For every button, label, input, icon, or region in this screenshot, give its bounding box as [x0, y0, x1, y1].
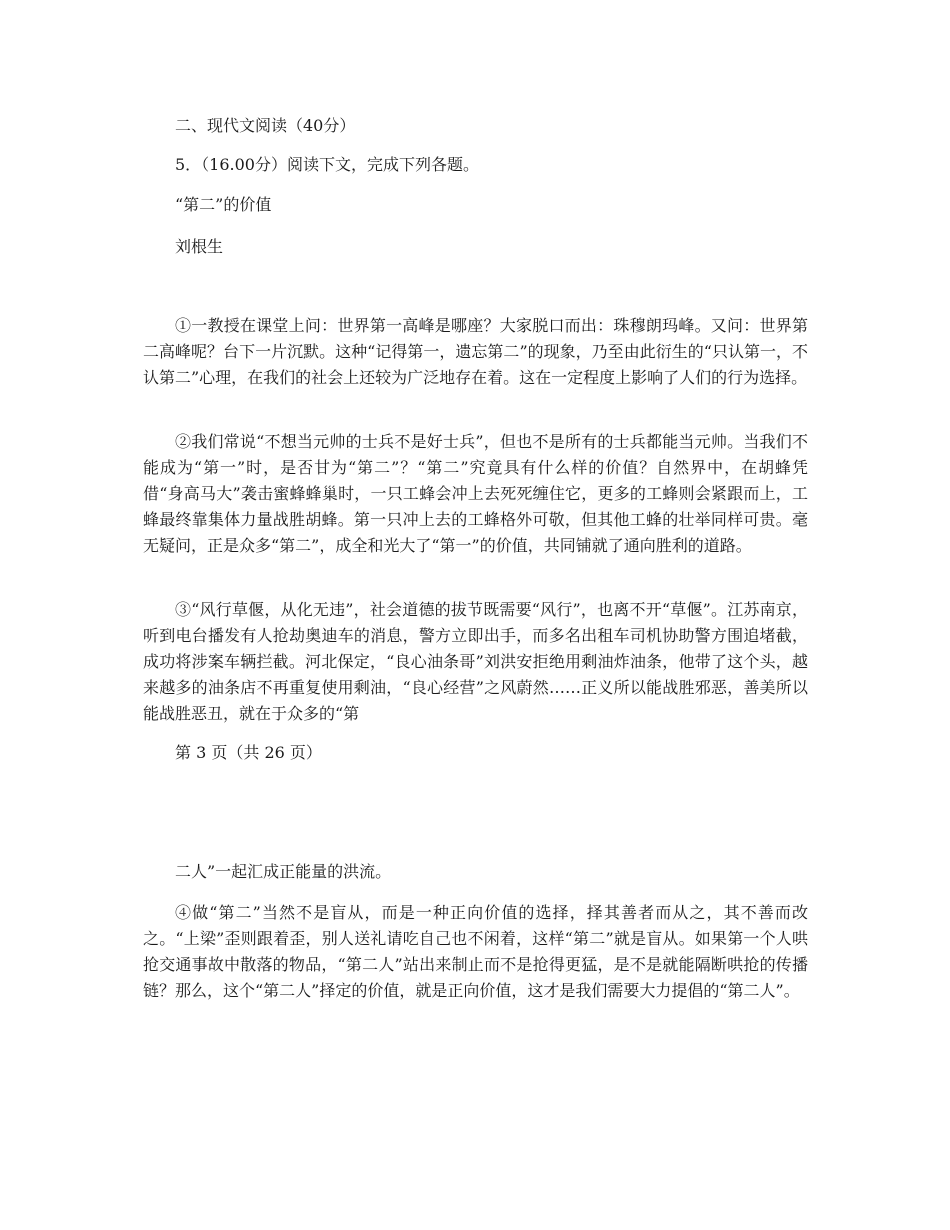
section-heading: 二、现代文阅读（40分）: [175, 116, 356, 135]
article-title: “第二”的价值: [175, 195, 272, 214]
paragraph-3-continuation: 二人”一起汇成正能量的洪流。: [175, 862, 392, 881]
paragraph-4: ④做“第二”当然不是盲从，而是一种正向价值的选择，择其善者而从之，其不善而改之。“上梁”歪则跟着歪，别人送礼请吃自己也不闲着，这样“第二”就是盲从。如果第一个人哄抢交通事故中散落的物品，“第二人”站出来制止而不是抢得更猛，是不是就能隔断哄抢的传播链？那么，这个“第二人”择定的价值，就是正向价值，这才是我们需要大力提倡的“第二人”。: [143, 903, 808, 1000]
paragraph-2: ②我们常说“不想当元帅的士兵不是好士兵”，但也不是所有的士兵都能当元帅。当我们不能成为“第一”时，是否甘为“第二”？“第二”究竟具有什么样的价值？自然界中，在胡蜂凭借“身高马大”袭击蜜蜂蜂巢时，一只工蜂会冲上去死死缠住它，更多的工蜂则会紧跟而上，工蜂最终靠集体力量战胜胡蜂。第一只冲上去的工蜂格外可敬，但其他工蜂的壮举同样可贵。毫无疑问，正是众多“第二”，成全和光大了“第一”的价值，共同铺就了通向胜利的道路。: [143, 432, 808, 555]
question-prompt: 5．（16.00分）阅读下文，完成下列各题。: [175, 155, 479, 174]
paragraph-3: ③“风行草偃，从化无违”，社会道德的拔节既需要“风行”，也离不开“草偃”。江苏南京，听到电台播发有人抢劫奥迪车的消息，警方立即出手，而多名出租车司机协助警方围追堵截，成功将涉案车辆拦截。河北保定，“良心油条哥”刘洪安拒绝用剩油炸油条，他带了这个头，越来越多的油条店不再重复使用剩油，“良心经营”之风蔚然……正义所以能战胜邪恶，善美所以能战胜恶丑，就在于众多的“第: [143, 600, 808, 723]
paragraph-1: ①一教授在课堂上问：世界第一高峰是哪座？大家脱口而出：珠穆朗玛峰。又问：世界第二高峰呢？台下一片沉默。这种“记得第一，遗忘第二”的现象，乃至由此衍生的“只认第一，不认第二”心理，在我们的社会上还较为广泛地存在着。这在一定程度上影响了人们的行为选择。: [143, 316, 808, 387]
page-footer: 第 3 页（共 26 页）: [175, 743, 322, 762]
article-author: 刘根生: [175, 237, 224, 256]
